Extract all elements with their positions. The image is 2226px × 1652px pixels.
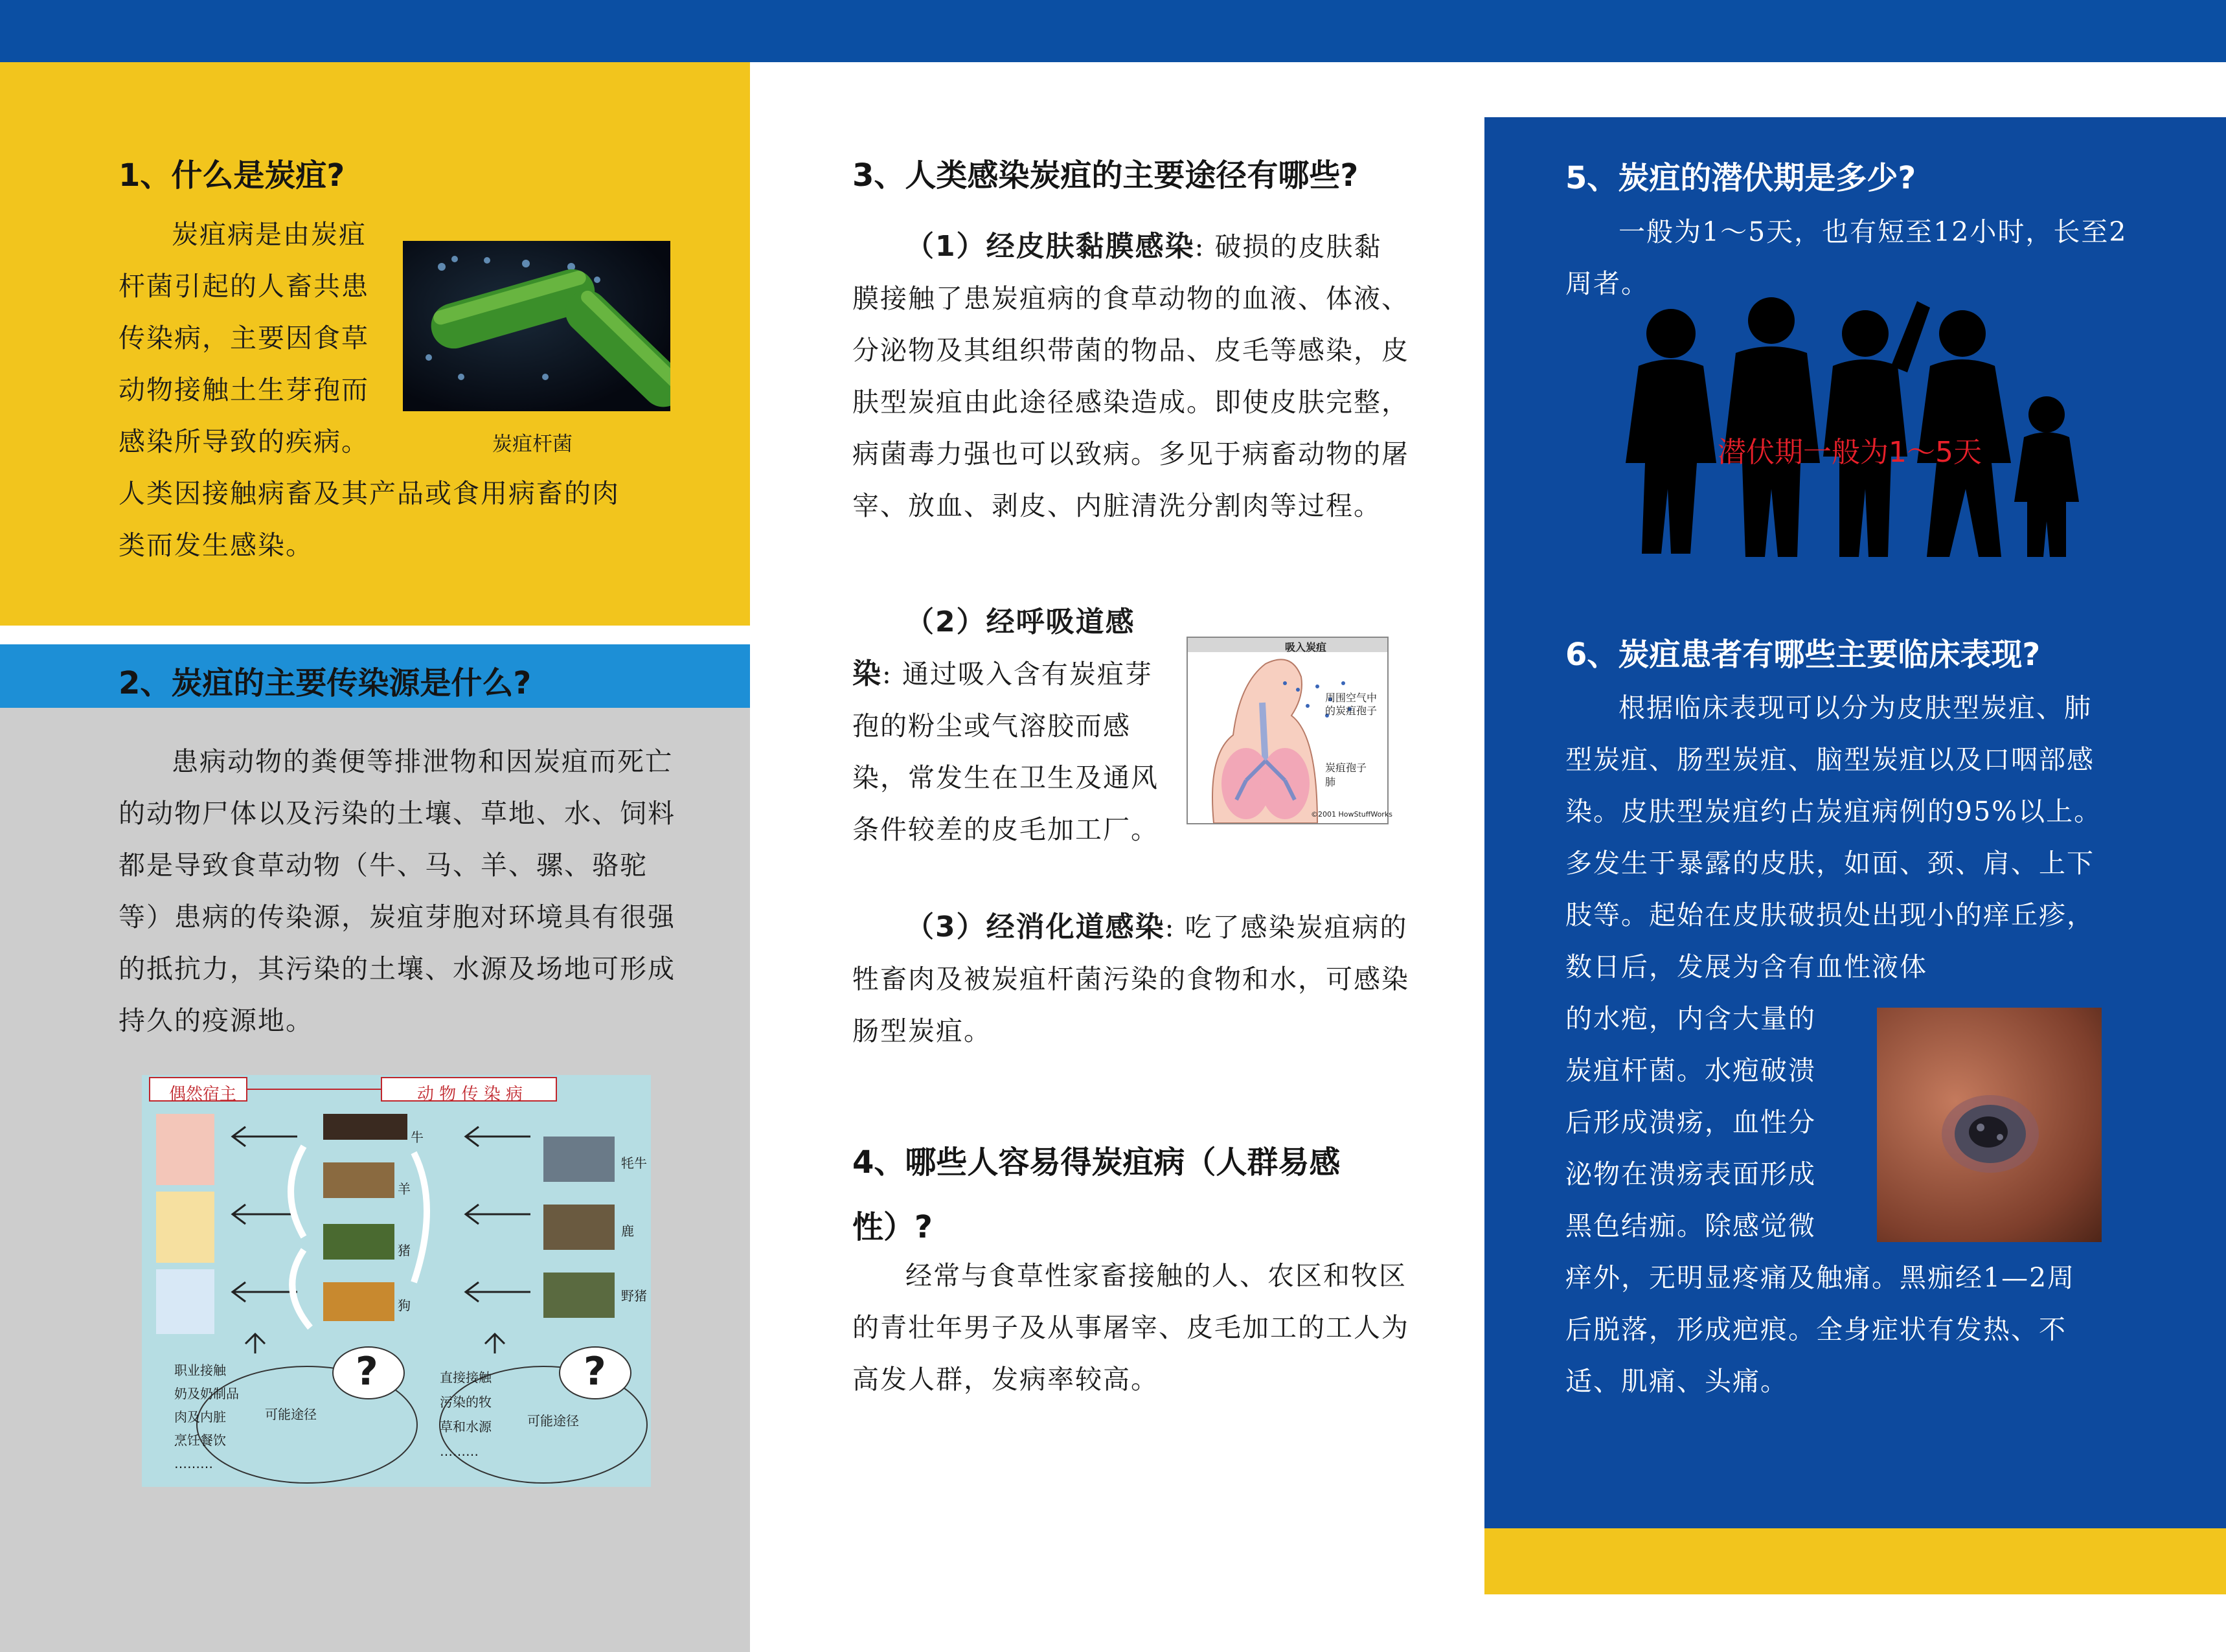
lung-credit: ©2001 HowStuffWorks [1311,810,1392,819]
question-mark-icon: ? [356,1349,378,1394]
top-banner [0,0,2226,62]
route-item: 奶及奶制品 [174,1386,239,1401]
section1-line: 炭疽病是由炭疽 [172,219,367,250]
route-item: ……… [174,1456,213,1471]
route-item: 职业接触 [174,1363,226,1378]
route-skin-lead: （1）经皮肤黏膜感染 [905,230,1195,263]
section6-line: 泌物在溃疡表面形成 [1565,1159,1816,1190]
route-item: 草和水源 [440,1419,492,1434]
animal-label: 羊 [398,1181,411,1197]
animal-label: 牦牛 [621,1155,647,1171]
section6-line: 后形成溃疡，血性分 [1565,1107,1816,1138]
bacillus-image-caption: 炭疽杆菌 [492,433,573,456]
section6-line: 黑色结痂。除感觉微 [1565,1210,1816,1241]
section2-body [119,736,688,1047]
route-item: ……… [440,1443,479,1459]
transmission-diagram [142,1075,651,1487]
animal-label: 猪 [398,1243,411,1258]
route-digestive-text: : 吃了感染炭疽病的牲畜肉及被炭疽杆菌污染的食物和水，可感染肠型炭疽。 [852,912,1409,1047]
lung-label: 炭疽孢子 [1325,762,1367,774]
section2-paragraph: 患病动物的粪便等排泄物和因炭疽而死亡的动物尸体以及污染的土壤、草地、水、饲料都是导致食草动物（牛、马、羊、骡、骆驼等）患病的传染源，炭疽芽胞对环境具有很强的抵抗力，其污染的土壤、水源及场地可形成持久的疫源地。 [119,746,676,1036]
section4-body [852,1250,1409,1405]
route-item: 直接接触 [440,1370,492,1385]
lung-title: 吸入炭疽 [1285,641,1327,653]
route-digestive-lead: （3）经消化道感染 [905,911,1165,944]
bottom-accent-bar [1484,1528,2226,1594]
section1-line: 感染所导致的疾病。 [119,426,369,457]
route-item: 污染的牧 [440,1394,492,1410]
section1-title: 1、什么是炭疽? [119,157,345,194]
section6-body-top [1565,682,2103,993]
route-item: 肉及内脏 [174,1409,226,1425]
section1-line: 动物接触土生芽孢而 [119,374,369,405]
animal-label: 狗 [398,1298,411,1313]
possible-route-label: 可能途径 [265,1407,317,1422]
section3-item1 [852,221,1409,532]
section3-item2 [852,596,1163,855]
section5-body [1565,206,2135,310]
section4-title-line: 性）? [852,1209,933,1245]
accidental-host-label: 偶然宿主 [169,1085,237,1104]
animal-label: 野猪 [621,1288,647,1304]
anthrax-bacillus-image [403,241,670,411]
section5-paragraph: 一般为1～5天，也有短至12小时，长至2周者。 [1565,216,2128,299]
section1-line: 杆菌引起的人畜共患 [119,271,369,302]
lung-label: 肺 [1325,776,1336,788]
section4-title [852,1130,1340,1260]
section6-body-bottom [1565,1252,2103,1407]
section4-title-line: 4、哪些人容易得炭疽病（人群易感 [852,1144,1341,1181]
section3-title: 3、人类感染炭疽的主要途径有哪些? [852,157,1359,194]
skin-lesion-image [1877,1008,2102,1242]
route-respiratory-lead: （2）经呼吸道感染 [852,605,1135,690]
section6-body-side [1565,993,1850,1252]
incubation-image-text: 潜伏期一般为1～5天 [1718,436,1982,469]
section4-paragraph: 经常与食草性家畜接触的人、农区和牧区的青壮年男子及从事屠宰、皮毛加工的工人为高发人群，发病率较高。 [852,1260,1409,1395]
animal-disease-label: 动 物 传 染 病 [417,1085,523,1104]
route-item: 烹饪餐饮 [174,1432,226,1448]
section1-line: 传染病，主要因食草 [119,322,369,354]
route-skin-text: : 破损的皮肤黏膜接触了患炭疽病的食草动物的血液、体液、分泌物及其组织带菌的物品、皮毛等感染，皮肤型炭疽由此途径感染造成。即使皮肤完整，病菌毒力强也可以致病。多见于病畜动物的屠宰、放血、剥皮、内脏清洗分割肉等过程。 [852,231,1409,521]
right-routes [440,1365,492,1464]
section6-line: 炭疽杆菌。水疱破溃 [1565,1055,1816,1086]
lung-label: 周围空气中 [1325,692,1378,704]
lung-label: 的炭疽孢子 [1325,705,1378,717]
section6-paragraph: 痒外，无明显疼痛及触痛。黑痂经1—2周后脱落，形成疤痕。全身症状有发热、不适、肌痛、头痛。 [1565,1262,2076,1397]
left-routes [174,1359,239,1475]
section1-line: 类而发生感染。 [119,530,313,561]
inhalation-anthrax-image [1187,637,1392,824]
section6-title: 6、炭疽患者有哪些主要临床表现? [1565,637,2041,673]
route-respiratory-text: : 通过吸入含有炭疽芽孢的粉尘或气溶胶而感染，常发生在卫生及通风条件较差的皮毛加工厂。 [852,659,1159,845]
possible-route-label: 可能途径 [527,1413,579,1429]
section1-intro [119,209,620,571]
section6-paragraph: 根据临床表现可以分为皮肤型炭疽、肺型炭疽、肠型炭疽、脑型炭疽以及口咽部感染。皮肤型炭疽约占炭疽病例的95%以上。多发生于暴露的皮肤，如面、颈、肩、上下肢等。起始在皮肤破损处出现小的痒丘疹，数日后，发展为含有血性液体 [1565,692,2102,982]
section1-line: 人类因接触病畜及其产品或食用病畜的肉 [119,478,620,509]
question-mark-icon: ? [584,1349,606,1394]
section2-title: 2、炭疽的主要传染源是什么? [119,665,532,701]
section5-title: 5、炭疽的潜伏期是多少? [1565,160,1916,196]
people-silhouette-image [1613,295,2111,560]
section3-item3 [852,901,1409,1057]
animal-label: 鹿 [621,1223,634,1239]
section6-line: 的水疱，内含大量的 [1565,1003,1816,1034]
animal-label: 牛 [411,1129,424,1145]
